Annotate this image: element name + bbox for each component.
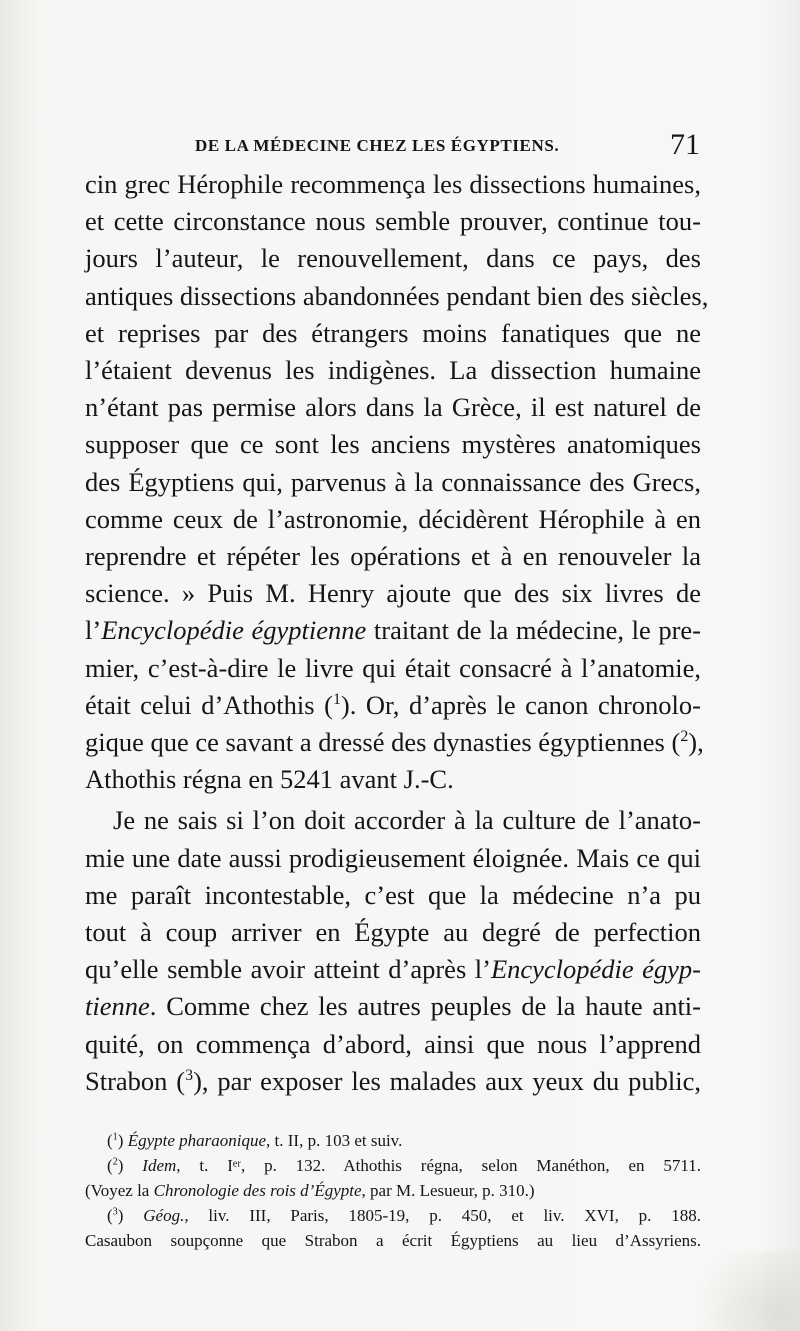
paragraph-2 xyxy=(85,802,701,1100)
text-line: supposer que ce sont les anciens mystères anatomiques xyxy=(85,429,701,460)
text-line xyxy=(85,988,701,1025)
footnote-2-continued xyxy=(85,1178,701,1203)
paper-stain xyxy=(680,1251,800,1331)
text-line xyxy=(85,724,704,761)
italic-title: Chronologie des rois d’Égypte xyxy=(153,1181,362,1200)
footnote-ref-3: 3 xyxy=(185,1067,194,1085)
footnote-ref-1: 1 xyxy=(332,691,341,709)
text-line: science. » Puis M. Henry ajoute que des six livres de xyxy=(85,578,701,609)
text-line: des Égyptiens qui, parvenus à la connaissance des Grecs, xyxy=(85,466,701,497)
footnote-mark: 2 xyxy=(112,1156,118,1168)
paragraph-1 xyxy=(85,166,709,798)
text-segment: , t. II, p. 103 et suiv. xyxy=(266,1131,403,1150)
footnote-3-continued: Casaubon soupçonne que Strabon a écrit Égyptiens au lieu d’Assyriens. xyxy=(85,1231,701,1250)
text-segment: gique que ce savant a dressé des dynasties égyptiennes ( xyxy=(85,727,681,758)
footnote-2: ($^2$) Idem, t. Iᵉʳ, p. 132. Athothis régna, selon Manéthon, en 5711. xyxy=(107,1156,701,1175)
footnote-ref-2: 2 xyxy=(680,728,689,746)
text-line: tout à coup arriver en Égypte au degré de perfection xyxy=(85,917,701,948)
footnote-3: ($^3$) Géog., liv. III, Paris, 1805-19, p. 450, et liv. XVI, p. 188. xyxy=(107,1206,702,1225)
text-segment: qu’elle semble avoir atteint d’après l’ xyxy=(85,954,491,985)
italic-title: Égypte pharaonique xyxy=(127,1131,267,1150)
text-segment: ). Or, d’après le canon chronolo- xyxy=(340,689,701,720)
text-line: Athothis régna en 5241 avant J.-C. xyxy=(85,764,454,795)
text-line: jours l’auteur, le renouvellement, dans ce pays, des xyxy=(85,243,701,274)
text-line xyxy=(85,1063,701,1100)
italic-title: Géog. xyxy=(143,1206,185,1225)
page-number: 71 xyxy=(670,128,700,161)
text-line: mier, c’est-à-dire le livre qui était consacré à l’anatomie, xyxy=(85,652,701,683)
italic-title: tienne xyxy=(85,991,150,1022)
footnote-1: ($^1$) Égypte pharaonique, t. II, p. 103 et suiv. xyxy=(107,1131,403,1150)
italic-title: Encyclopédie égyp- xyxy=(490,954,701,985)
text-line: et reprises par des étrangers moins fanatiques que ne xyxy=(85,317,701,348)
text-line: reprendre et répéter les opérations et à en renouveler la xyxy=(85,541,701,572)
text-line: n’étant pas permise alors dans la Grèce, il est naturel de xyxy=(85,392,701,423)
footnote-mark: 3 xyxy=(112,1206,118,1218)
text-segment: était celui d’Athothis ( xyxy=(85,689,333,720)
text-line: antiques dissections abandonnées pendant bien des siècles, xyxy=(85,280,709,311)
text-segment: (Voyez la xyxy=(85,1181,154,1200)
text-line: me paraît incontestable, c’est que la médecine n’a pu xyxy=(85,879,701,910)
text-line: quité, on commença d’abord, ainsi que nous l’apprend xyxy=(85,1028,701,1059)
italic-title: Encyclopédie égyptienne xyxy=(101,615,367,646)
text-segment: , liv. III, Paris, 1805-19, p. 450, et liv. XVI, p. 188. xyxy=(184,1206,702,1225)
text-line: l’étaient devenus les indigènes. La dissection humaine xyxy=(85,355,701,386)
text-line: comme ceux de l’astronomie, décidèrent Hérophile à en xyxy=(85,503,701,534)
text-line xyxy=(85,687,701,724)
footnote-mark: 1 xyxy=(112,1131,118,1143)
text-line: et cette circonstance nous semble prouver, continue tou- xyxy=(85,206,701,237)
text-line xyxy=(85,612,701,649)
main-text xyxy=(85,166,709,1100)
footnotes xyxy=(85,1128,701,1253)
text-segment: , par M. Lesueur, p. 310.) xyxy=(361,1181,535,1200)
text-segment: traitant de la médecine, le pre- xyxy=(366,615,701,646)
text-line: Je ne sais si l’on doit accorder à la culture de l’anato- xyxy=(113,805,701,836)
text-line xyxy=(85,951,701,988)
text-segment: l’ xyxy=(85,615,102,646)
text-segment: ), par exposer les malades aux yeux du public, xyxy=(193,1065,701,1096)
running-title: DE LA MÉDECINE CHEZ LES ÉGYPTIENS. xyxy=(195,136,560,155)
text-segment: , t. Iᵉʳ, p. 132. Athothis régna, selon Manéthon, en 5711. xyxy=(176,1156,701,1175)
text-segment: Strabon ( xyxy=(85,1065,186,1096)
text-segment: . Comme chez les autres peuples de la haute anti- xyxy=(149,991,701,1022)
text-line: cin grec Hérophile recommença les dissections humaines, xyxy=(85,169,701,199)
text-line: mie une date aussi prodigieusement éloignée. Mais ce qui xyxy=(85,842,701,873)
page-header xyxy=(85,128,700,168)
italic-title: Idem xyxy=(142,1156,177,1175)
text-segment: ), xyxy=(688,727,704,758)
